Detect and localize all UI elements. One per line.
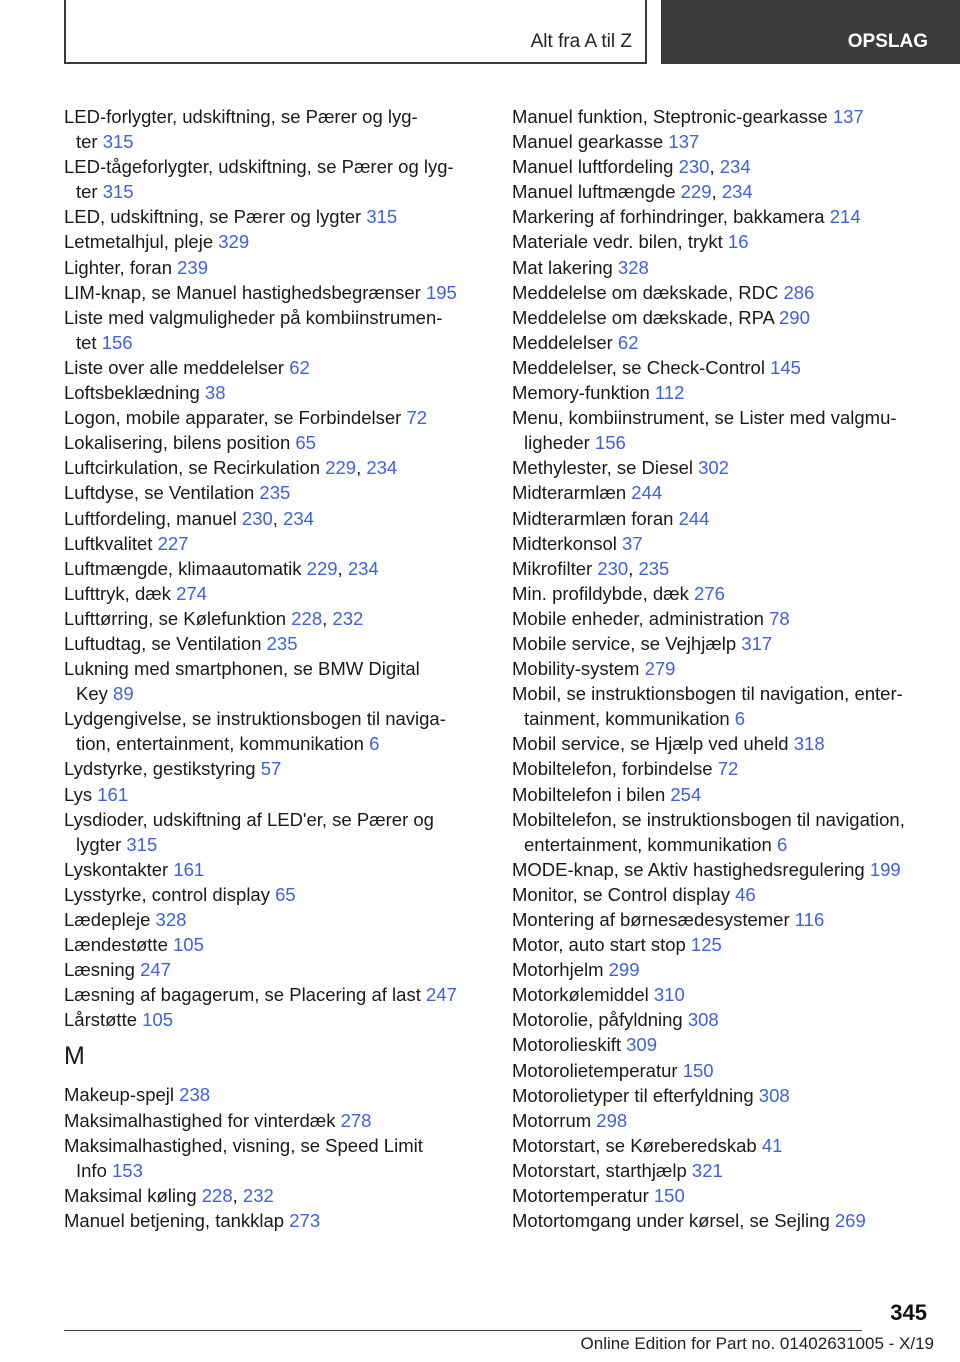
index-term: Lydstyrke, gestikstyring (64, 758, 256, 780)
index-term: Liste over alle meddelelser (64, 356, 285, 378)
index-entry (512, 1133, 932, 1158)
index-entry (64, 405, 484, 430)
index-term: Motorolietyper til efterfyldning (512, 1084, 754, 1106)
page-reference-link[interactable]: 112 (654, 382, 685, 404)
page-reference-link[interactable]: 156 (594, 432, 626, 454)
index-term: Menu, kombiinstrument, se Lister med valgmu- (512, 407, 897, 429)
index-column-left (64, 104, 484, 1233)
index-entry (64, 957, 484, 982)
page-reference-link[interactable]: 137 (668, 131, 700, 153)
index-entry (64, 355, 484, 380)
index-entry (64, 631, 484, 656)
index-entry (512, 907, 932, 932)
page-reference-link[interactable]: 235 (266, 632, 298, 654)
index-entry (64, 531, 484, 556)
page-reference-link[interactable]: 150 (653, 1185, 685, 1207)
index-entry (64, 104, 484, 154)
index-entry (64, 1133, 484, 1183)
index-term: Lændestøtte (64, 934, 168, 956)
section-title: Alt fra A til Z (530, 31, 632, 52)
footer-edition: Online Edition for Part no. 01402631005 - X/19 (580, 1334, 934, 1353)
index-term: Meddelelse om dækskade, RPA (512, 306, 774, 328)
page-reference-link[interactable]: 254 (670, 783, 702, 805)
page-reference-link[interactable]: 247 (426, 984, 457, 1006)
index-entry (512, 857, 932, 882)
index-entry (64, 706, 484, 756)
index-term: Mobiltelefon i bilen (512, 783, 666, 805)
page-reference-link[interactable]: 244 (678, 507, 710, 529)
page-reference-link[interactable]: 315 (102, 181, 134, 203)
index-entry: Luftfordeling, manuel 230, 234 (64, 507, 314, 529)
index-entry (512, 1108, 932, 1133)
page-reference-link[interactable]: 137 (832, 106, 864, 127)
index-term: Manuel funktion, Steptronic-gearkasse (512, 106, 828, 127)
page-reference-link[interactable]: 286 (783, 281, 815, 303)
index-term: Min. profildybde, dæk (512, 582, 689, 604)
page-reference-link[interactable]: 145 (770, 356, 801, 378)
index-term: Meddelelse om dækskade, RDC (512, 281, 779, 303)
index-term: Meddelelser, se Check-Control (512, 356, 765, 378)
page-reference-link[interactable]: 153 (112, 1159, 143, 1181)
page-reference-link[interactable]: 229 (306, 557, 338, 579)
index-entry (64, 656, 484, 706)
page-reference-link[interactable]: 62 (617, 331, 639, 353)
index-term: Manuel gearkasse (512, 131, 664, 153)
page-reference-link[interactable]: 6 (776, 833, 788, 855)
index-entry: Maksimal køling 228, 232 (64, 1184, 274, 1206)
page-reference-link[interactable]: 239 (177, 256, 209, 278)
index-term: Mobil, se instruktionsbogen til navigation, enter- (512, 683, 903, 705)
page-reference-link[interactable]: 6 (369, 733, 380, 755)
index-term: Læsning af bagagerum, se Placering af last (64, 984, 421, 1006)
index-term: Motortemperatur (512, 1185, 649, 1207)
index-term: Liste med valgmuligheder på kombiinstrumen- (64, 306, 443, 328)
index-term: Motorkølemiddel (512, 984, 649, 1006)
index-term: Letmetalhjul, pleje (64, 231, 214, 253)
page-reference-link[interactable]: 302 (698, 457, 729, 479)
index-term: Motorrum (512, 1109, 592, 1131)
index-term: tainment, kommunikation (524, 708, 730, 730)
index-term: Meddelelser (512, 331, 613, 353)
footer-divider (64, 1330, 862, 1331)
index-term: MODE-knap, se Aktiv hastighedsregulering (512, 858, 865, 880)
page-reference-link[interactable]: 235 (638, 557, 670, 579)
page-reference-link[interactable]: 244 (631, 482, 663, 504)
page-reference-link[interactable]: 229 (680, 181, 712, 203)
index-term: entertainment, kommunikation (524, 833, 772, 855)
page-reference-link[interactable]: 232 (332, 607, 364, 629)
index-term: Mobiltelefon, se instruktionsbogen til navigation, (512, 808, 905, 830)
page-reference-link[interactable]: 290 (779, 306, 810, 328)
index-entry (64, 982, 484, 1007)
page-reference-link[interactable]: 46 (735, 883, 756, 905)
index-entry (512, 531, 932, 556)
index-term: Info (76, 1159, 107, 1181)
page-reference-link[interactable]: 317 (741, 632, 773, 654)
page-reference-link[interactable]: 150 (682, 1059, 714, 1081)
page-reference-link[interactable]: 78 (769, 607, 790, 629)
index-term: Maksimal køling (64, 1184, 197, 1206)
index-entry (512, 581, 932, 606)
page-reference-link[interactable]: 72 (717, 758, 739, 780)
section-letter-heading: M (64, 1042, 85, 1071)
index-entry (64, 305, 484, 355)
index-term: Markering af forhindringer, bakkamera (512, 206, 825, 228)
index-entry (512, 229, 932, 254)
index-entry (64, 1108, 484, 1133)
index-entry (512, 255, 932, 280)
index-term: Luftkvalitet (64, 532, 153, 554)
page-reference-link[interactable]: 315 (126, 833, 158, 855)
index-term: Lysdioder, udskiftning af LED'er, se Pærer og (64, 808, 434, 830)
index-entry (64, 255, 484, 280)
index-term: Lys (64, 783, 93, 805)
index-term: Lokalisering, bilens position (64, 432, 291, 454)
category-tab: OPSLAG (661, 0, 960, 64)
page-reference-link[interactable]: 235 (259, 482, 291, 504)
index-entry (512, 807, 932, 857)
page-reference-link[interactable]: 62 (289, 356, 310, 378)
page-reference-link[interactable]: 57 (260, 758, 282, 780)
page-reference-link[interactable]: 65 (275, 883, 296, 905)
index-entry (64, 154, 484, 204)
index-entry (512, 932, 932, 957)
page-reference-link[interactable]: 318 (793, 733, 825, 755)
index-entry (64, 857, 484, 882)
index-term: Luftcirkulation, se Recirkulation (64, 457, 321, 479)
page-reference-link[interactable]: 199 (869, 858, 901, 880)
index-entry (512, 1208, 932, 1233)
page-reference-link[interactable]: 232 (242, 1184, 274, 1206)
index-term: LED, udskiftning, se Pærer og lygter (64, 206, 362, 228)
index-entry: Mikrofilter 230, 235 (512, 557, 670, 579)
index-term: Motorstart, starthjælp (512, 1159, 687, 1181)
index-term: Methylester, se Diesel (512, 457, 693, 479)
page-reference-link[interactable]: 156 (101, 331, 133, 353)
index-term: ter (76, 181, 98, 203)
index-entry (512, 756, 932, 781)
index-entry (512, 480, 932, 505)
index-entry (512, 631, 932, 656)
index-entry (64, 882, 484, 907)
index-term: Materiale vedr. bilen, trykt (512, 231, 723, 253)
index-entry (64, 1007, 484, 1032)
page-reference-link[interactable]: 116 (794, 909, 825, 930)
index-entry: Luftcirkulation, se Recirkulation 229, 234 (64, 457, 398, 479)
index-term: Mobiltelefon, forbindelse (512, 758, 713, 780)
page-reference-link[interactable]: 234 (283, 507, 314, 529)
page-reference-link[interactable]: 6 (734, 708, 746, 730)
page-reference-link[interactable]: 247 (140, 959, 171, 981)
index-entry (512, 104, 932, 129)
index-entry (512, 204, 932, 229)
index-entry (512, 982, 932, 1007)
index-term: Luftdyse, se Ventilation (64, 482, 255, 504)
index-term: Key (76, 683, 108, 705)
index-entry: Manuel luftfordeling 230, 234 (512, 156, 751, 178)
page-reference-link[interactable]: 105 (173, 934, 204, 956)
index-term: LED-forlygter, udskiftning, se Pærer og lyg- (64, 106, 418, 127)
index-entry (512, 1058, 932, 1083)
index-term: Motorolietemperatur (512, 1059, 678, 1081)
index-term: Lædepleje (64, 909, 151, 930)
index-term: Memory-funktion (512, 382, 650, 404)
index-term: Mikrofilter (512, 557, 593, 579)
index-term: LIM-knap, se Manuel hastighedsbegrænser (64, 281, 421, 303)
page-reference-link[interactable]: 276 (694, 582, 725, 604)
index-term: Motorstart, se Køreberedskab (512, 1134, 757, 1156)
index-column-right (512, 104, 932, 1233)
page-reference-link[interactable]: 279 (644, 658, 676, 680)
page-reference-link[interactable]: 321 (691, 1159, 723, 1181)
page-reference-link[interactable]: 41 (761, 1134, 783, 1156)
index-term: Motor, auto start stop (512, 934, 686, 956)
index-entry (64, 782, 484, 807)
index-term: LED-tågeforlygter, udskiftning, se Pærer og lyg- (64, 156, 454, 178)
page-reference-link[interactable]: 298 (596, 1109, 628, 1131)
index-term: Lighter, foran (64, 256, 172, 278)
index-term: Luftudtag, se Ventilation (64, 632, 262, 654)
index-term: Lårstøtte (64, 1009, 137, 1031)
page-reference-link[interactable]: 229 (325, 457, 357, 479)
index-term: Mobile service, se Vejhjælp (512, 632, 737, 654)
index-entry (512, 957, 932, 982)
index-term: Midterarmlæn (512, 482, 627, 504)
page-reference-link[interactable]: 234 (719, 156, 751, 178)
index-entry (64, 280, 484, 305)
index-term: Mobil service, se Hjælp ved uheld (512, 733, 789, 755)
index-term: tet (76, 331, 97, 353)
page-reference-link[interactable]: 230 (241, 507, 273, 529)
index-term: Makeup-spejl (64, 1084, 175, 1106)
index-term: Læsning (64, 959, 135, 981)
page-reference-link[interactable]: 230 (597, 557, 629, 579)
page-reference-link[interactable]: 89 (113, 683, 134, 705)
page-number: 345 (890, 1300, 927, 1325)
index-entry (512, 606, 932, 631)
index-term: Mat lakering (512, 256, 613, 278)
index-entry (64, 581, 484, 606)
page-reference-link[interactable]: 278 (340, 1109, 372, 1131)
index-term: Mobility-system (512, 658, 640, 680)
page-reference-link[interactable]: 269 (834, 1210, 866, 1232)
index-entry (512, 506, 932, 531)
index-term: Maksimalhastighed for vinterdæk (64, 1109, 336, 1131)
index-term: Manuel betjening, tankklap (64, 1209, 285, 1231)
index-entry (512, 405, 932, 455)
index-entry (512, 455, 932, 480)
index-entry (512, 280, 932, 305)
index-entry: Manuel luftmængde 229, 234 (512, 181, 753, 203)
page-reference-link[interactable]: 315 (366, 206, 398, 228)
index-entry (512, 882, 932, 907)
page-reference-link[interactable]: 328 (617, 256, 649, 278)
index-entry (64, 430, 484, 455)
index-term: Luftfordeling, manuel (64, 507, 237, 529)
page-reference-link[interactable]: 273 (289, 1209, 321, 1231)
page-reference-link[interactable]: 309 (626, 1034, 657, 1056)
page-reference-link[interactable]: 16 (727, 231, 749, 253)
index-term: Lufttryk, dæk (64, 582, 171, 604)
index-entry (64, 756, 484, 781)
index-term: Luftmængde, klimaautomatik (64, 557, 302, 579)
index-entry (512, 129, 932, 154)
page-reference-link[interactable]: 228 (291, 607, 323, 629)
index-entry (64, 932, 484, 957)
page-reference-link[interactable]: 105 (142, 1009, 174, 1031)
index-entry (64, 1082, 484, 1107)
index-entry (512, 1083, 932, 1108)
index-entry (64, 229, 484, 254)
index-term: Monitor, se Control display (512, 883, 730, 905)
page-reference-link[interactable]: 230 (678, 156, 710, 178)
page-reference-link[interactable]: 315 (102, 131, 134, 153)
page-reference-link[interactable]: 234 (366, 457, 398, 479)
index-term: Midterkonsol (512, 532, 617, 554)
index-term: Manuel luftfordeling (512, 156, 674, 178)
index-term: Montering af børnesædesystemer (512, 909, 790, 930)
index-entry (64, 204, 484, 229)
index-entry (512, 782, 932, 807)
page-reference-link[interactable]: 328 (155, 909, 187, 930)
index-term: Motortomgang under kørsel, se Sejling (512, 1210, 830, 1232)
index-entry (512, 1032, 932, 1057)
page-reference-link[interactable]: 227 (157, 532, 189, 554)
page-reference-link[interactable]: 329 (218, 231, 250, 253)
index-entry (512, 355, 932, 380)
index-term: Lufttørring, se Kølefunktion (64, 607, 287, 629)
index-entry (512, 330, 932, 355)
index-entry (512, 656, 932, 681)
page-reference-link[interactable]: 161 (97, 783, 129, 805)
index-entry (512, 1158, 932, 1183)
index-entry (64, 807, 484, 857)
index-term: Maksimalhastighed, visning, se Speed Limit (64, 1134, 423, 1156)
index-entry (512, 731, 932, 756)
page-reference-link[interactable]: 308 (687, 1009, 719, 1031)
page-reference-link[interactable]: 299 (608, 959, 640, 981)
index-term: tion, entertainment, kommunikation (76, 733, 364, 755)
index-term: Lukning med smartphonen, se BMW Digital (64, 658, 420, 680)
index-term: Manuel luftmængde (512, 181, 676, 203)
index-term: Mobile enheder, administration (512, 607, 764, 629)
index-term: Lydgengivelse, se instruktionsbogen til naviga- (64, 708, 446, 730)
page-reference-link[interactable]: 65 (295, 432, 316, 454)
page-reference-link[interactable]: 37 (622, 532, 643, 554)
page-reference-link[interactable]: 125 (690, 934, 722, 956)
page-reference-link[interactable]: 161 (173, 858, 205, 880)
index-term: Loftsbeklædning (64, 382, 200, 404)
index-term: Midterarmlæn foran (512, 507, 674, 529)
page-reference-link[interactable]: 38 (204, 382, 226, 404)
index-term: ligheder (524, 432, 590, 454)
page-reference-link[interactable]: 195 (425, 281, 457, 303)
page-reference-link[interactable]: 234 (347, 557, 379, 579)
index-term: ter (76, 131, 98, 153)
index-entry (64, 480, 484, 505)
index-entry (64, 1208, 484, 1233)
page-reference-link[interactable]: 238 (179, 1084, 211, 1106)
page-reference-link[interactable]: 214 (829, 206, 861, 228)
index-entry (512, 1007, 932, 1032)
page-reference-link[interactable]: 274 (176, 582, 207, 604)
index-entry (512, 380, 932, 405)
page-reference-link[interactable]: 228 (201, 1184, 233, 1206)
index-term: Motorolie, påfyldning (512, 1009, 683, 1031)
index-term: Logon, mobile apparater, se Forbindelser (64, 407, 402, 429)
index-term: Motorolieskift (512, 1034, 621, 1056)
index-entry: Luftmængde, klimaautomatik 229, 234 (64, 557, 379, 579)
index-entry (512, 1183, 932, 1208)
index-term: Motorhjelm (512, 959, 604, 981)
index-entry (512, 305, 932, 330)
page-reference-link[interactable]: 308 (758, 1084, 790, 1106)
page-reference-link[interactable]: 234 (721, 181, 753, 203)
index-entry (512, 681, 932, 731)
index-term: Lyskontakter (64, 858, 169, 880)
page-reference-link[interactable]: 72 (406, 407, 428, 429)
index-entry (64, 907, 484, 932)
index-term: Lysstyrke, control display (64, 883, 270, 905)
index-entry: Lufttørring, se Kølefunktion 228, 232 (64, 607, 364, 629)
index-term: lygter (76, 833, 122, 855)
page-reference-link[interactable]: 310 (653, 984, 685, 1006)
index-entry (64, 380, 484, 405)
